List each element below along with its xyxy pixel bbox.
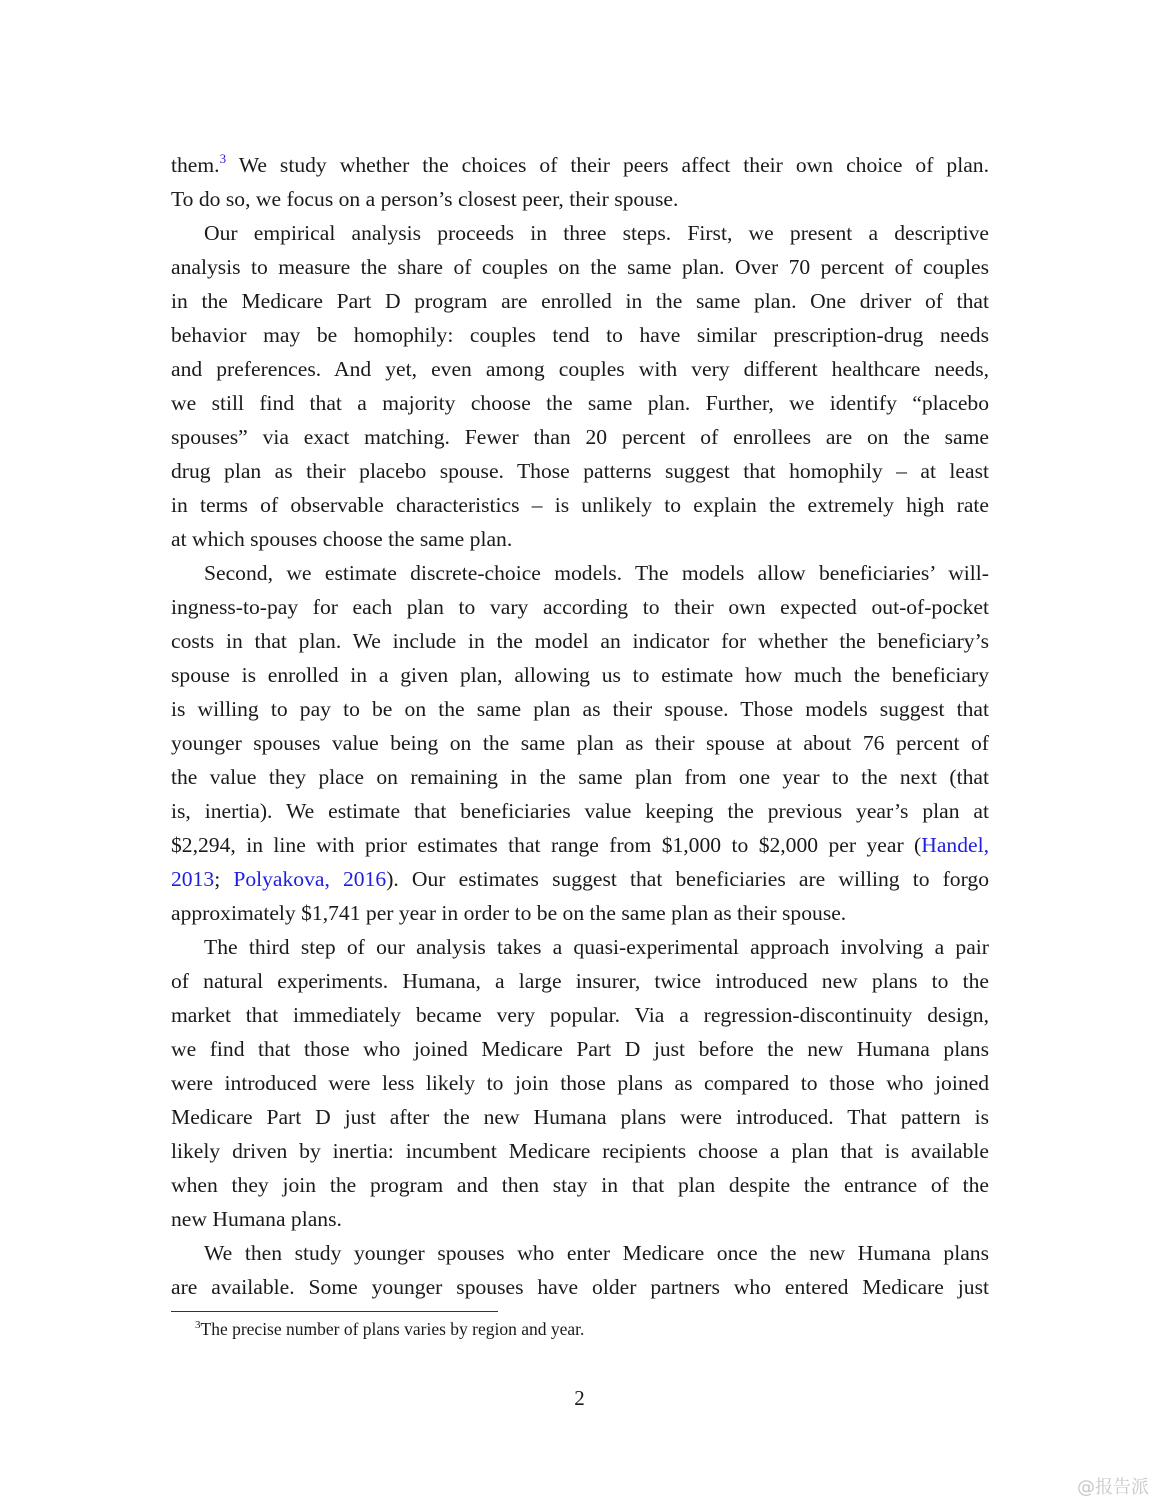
text-line: The third step of our analysis takes a quasi-experimental approach involving a pair	[204, 935, 989, 959]
page-number: 2	[574, 1386, 585, 1410]
text-line: approximately $1,741 per year in order to be on the same plan as their spouse.	[171, 901, 847, 925]
text-line: we find that those who joined Medicare Part D just before the new Humana plans	[171, 1037, 989, 1061]
text-line: behavior may be homophily: couples tend to have similar prescription-drug needs	[171, 323, 989, 347]
footnote	[195, 1318, 584, 1340]
text-line: analysis to measure the share of couples on the same plan. Over 70 percent of couples	[171, 255, 989, 279]
text-line: 2013; Polyakova, 2016). Our estimates suggest that beneficiaries are willing to forgo	[171, 867, 989, 891]
text-line: younger spouses value being on the same plan as their spouse at about 76 percent of	[171, 731, 989, 755]
text-line: and preferences. And yet, even among couples with very different healthcare needs,	[171, 357, 989, 381]
citation-link-polyakova[interactable]: Polyakova, 2016	[233, 867, 387, 891]
text-line: ingness-to-pay for each plan to vary according to their own expected out-of-pocket	[171, 595, 989, 619]
text-line: were introduced were less likely to join those plans as compared to those who joined	[171, 1071, 989, 1095]
text-line: is, inertia). We estimate that beneficiaries value keeping the previous year’s plan at	[171, 799, 989, 823]
text-line: when they join the program and then stay in that plan despite the entrance of the	[171, 1173, 989, 1197]
text-line: spouses” via exact matching. Fewer than 20 percent of enrollees are on the same	[171, 425, 989, 449]
text-line: spouse is enrolled in a given plan, allowing us to estimate how much the beneficiary	[171, 663, 989, 687]
footnote-ref-3[interactable]: 3	[219, 151, 227, 166]
text-line: of natural experiments. Humana, a large insurer, twice introduced new plans to the	[171, 969, 989, 993]
text-line: Medicare Part D just after the new Humana plans were introduced. That pattern is	[171, 1105, 989, 1129]
text-line: To do so, we focus on a person’s closest peer, their spouse.	[171, 187, 679, 211]
citation-link-handel-year[interactable]: 2013	[171, 867, 215, 891]
text-line: in the Medicare Part D program are enrolled in the same plan. One driver of that	[171, 289, 989, 313]
text-line: them.$^3$ We study whether the choices of their peers affect their own choice of plan.	[171, 151, 989, 177]
footnote-text: The precise number of plans varies by region and year.	[200, 1319, 585, 1339]
text-line: likely driven by inertia: incumbent Medicare recipients choose a plan that is available	[171, 1139, 989, 1163]
citation-link-handel[interactable]: Handel,	[921, 833, 989, 857]
text-line: Second, we estimate discrete-choice models. The models allow beneficiaries’ will-	[204, 561, 989, 585]
text-line: We then study younger spouses who enter Medicare once the new Humana plans	[204, 1241, 989, 1265]
footnote-mark: 3	[195, 1319, 201, 1331]
watermark: @报告派	[1077, 1477, 1149, 1498]
text-line: market that immediately became very popular. Via a regression-discontinuity design,	[171, 1003, 989, 1027]
footnote-divider	[171, 1311, 498, 1312]
text-line: in terms of observable characteristics – is unlikely to explain the extremely high rate	[171, 493, 989, 517]
text-line: costs in that plan. We include in the model an indicator for whether the beneficiary’s	[171, 629, 989, 653]
text-line: new Humana plans.	[171, 1207, 342, 1231]
text-line: Our empirical analysis proceeds in three steps. First, we present a descriptive	[204, 221, 989, 245]
text-line: is willing to pay to be on the same plan as their spouse. Those models suggest that	[171, 697, 989, 721]
text-line: the value they place on remaining in the same plan from one year to the next (that	[171, 765, 989, 789]
text-line: $2,294, in line with prior estimates that range from $1,000 to $2,000 per year (Handel,	[171, 833, 989, 857]
text-line: are available. Some younger spouses have older partners who entered Medicare just	[171, 1275, 989, 1299]
text-line: at which spouses choose the same plan.	[171, 527, 513, 551]
text-line: drug plan as their placebo spouse. Those patterns suggest that homophily – at least	[171, 459, 989, 483]
text-line: we still find that a majority choose the same plan. Further, we identify “placebo	[171, 391, 989, 415]
